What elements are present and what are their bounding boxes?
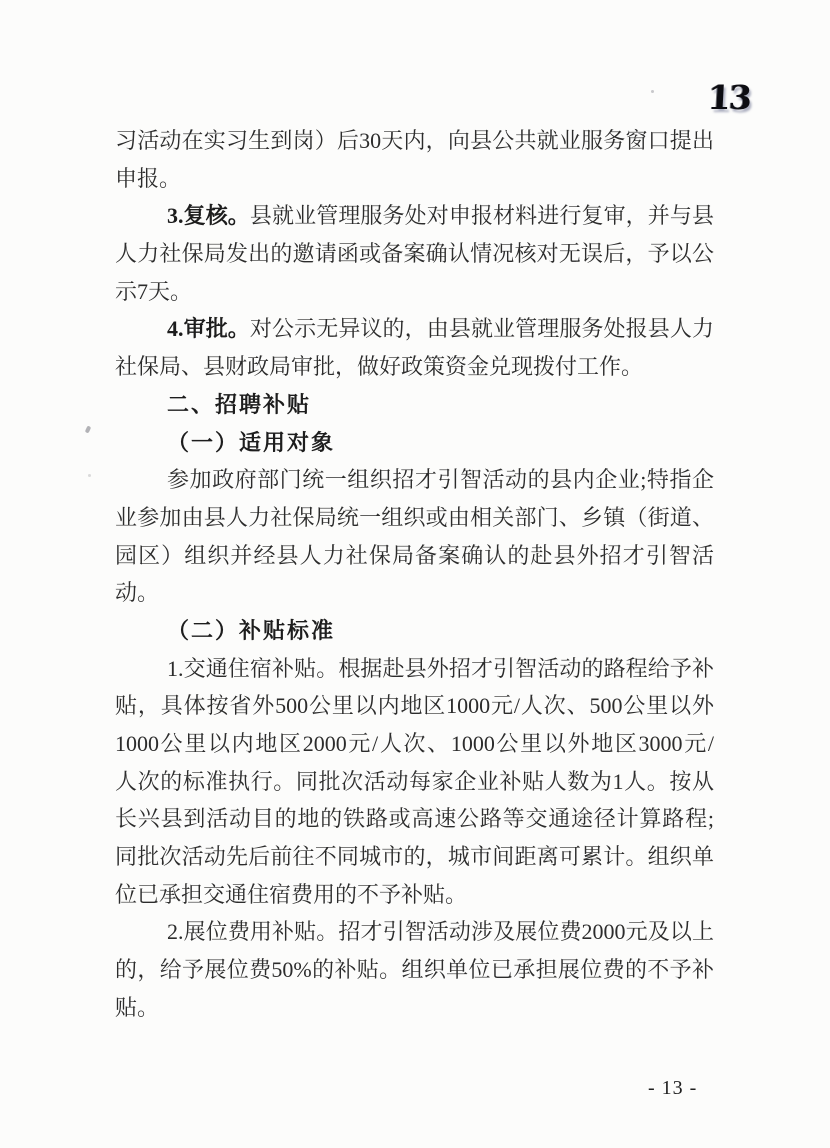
line-text: 贴。: [115, 994, 160, 1020]
document-body: [115, 122, 714, 1027]
line-text: （二）补贴标准: [167, 617, 336, 643]
bold-run-in-label: 4.审批。: [167, 316, 250, 342]
scan-speck-icon: [651, 90, 654, 93]
text-line: [115, 461, 714, 499]
line-text: 申报。: [115, 165, 182, 191]
text-line: [115, 800, 714, 838]
line-text: 业参加由县人力社保局统一组织或由相关部门、乡镇（街道、: [115, 504, 714, 530]
line-text: 人次的标准执行。同批次活动每家企业补贴人数为1人。按从: [115, 768, 714, 794]
line-text: 1.交通住宿补贴。根据赴县外招才引智活动的路程给予补: [167, 655, 714, 681]
line-text: 参加政府部门统一组织招才引智活动的县内企业;特指企: [167, 467, 714, 493]
line-text: 对公示无异议的，由县就业管理服务处报县人力: [249, 316, 714, 342]
scan-speck-icon: [88, 474, 91, 477]
line-text: 二、招聘补贴: [167, 391, 312, 417]
text-line: [115, 763, 714, 801]
line-text: 2.展位费用补贴。招才引智活动涉及展位费2000元及以上: [167, 919, 714, 945]
text-line: [115, 876, 714, 914]
text-line: [115, 122, 714, 160]
text-line: [115, 160, 714, 198]
line-text: 县就业管理服务处对申报材料进行复审，并与县: [249, 203, 714, 229]
text-line: [115, 424, 714, 462]
text-line: [115, 650, 714, 688]
line-text: 园区）组织并经县人力社保局备案确认的赴县外招才引智活: [115, 542, 714, 568]
footer-page-number: - 13 -: [648, 1077, 698, 1099]
text-line: [115, 273, 714, 311]
text-line: [115, 989, 714, 1027]
line-text: （一）适用对象: [167, 429, 336, 455]
line-text: 同批次活动先后前往不同城市的，城市间距离可累计。组织单: [115, 844, 714, 870]
line-text: 示7天。: [115, 278, 193, 304]
line-text: 位已承担交通住宿费用的不予补贴。: [115, 881, 468, 907]
line-text: 人力社保局发出的邀请函或备案确认情况核对无误后，予以公: [115, 241, 714, 267]
line-text: 长兴县到活动目的地的铁路或高速公路等交通途径计算路程;: [115, 806, 714, 832]
text-line: [115, 838, 714, 876]
text-line: [115, 725, 714, 763]
text-line: [115, 197, 714, 235]
text-line: [115, 386, 714, 424]
line-text: 动。: [115, 580, 160, 606]
text-line: [115, 574, 714, 612]
text-line: [115, 951, 714, 989]
line-text: 1000公里以内地区2000元/人次、1000公里以外地区3000元/: [115, 731, 714, 756]
text-line: [115, 235, 714, 273]
text-line: [115, 348, 714, 386]
line-text: 的，给予展位费50%的补贴。组织单位已承担展位费的不予补: [115, 957, 714, 983]
line-text: 贴，具体按省外500公里以内地区1000元/人次、500公里以外: [115, 693, 714, 719]
line-text: 习活动在实习生到岗）后30天内，向县公共就业服务窗口提出: [115, 128, 714, 153]
bold-run-in-label: 3.复核。: [167, 203, 250, 229]
scan-speck-icon: [85, 425, 92, 433]
text-line: [115, 310, 714, 348]
text-line: [115, 687, 714, 725]
line-text: 社保局、县财政局审批，做好政策资金兑现拨付工作。: [115, 354, 644, 380]
text-line: [115, 537, 714, 575]
text-line: [115, 913, 714, 951]
text-line: [115, 499, 714, 537]
text-line: [115, 612, 714, 650]
handwritten-page-number: 13: [706, 78, 751, 117]
